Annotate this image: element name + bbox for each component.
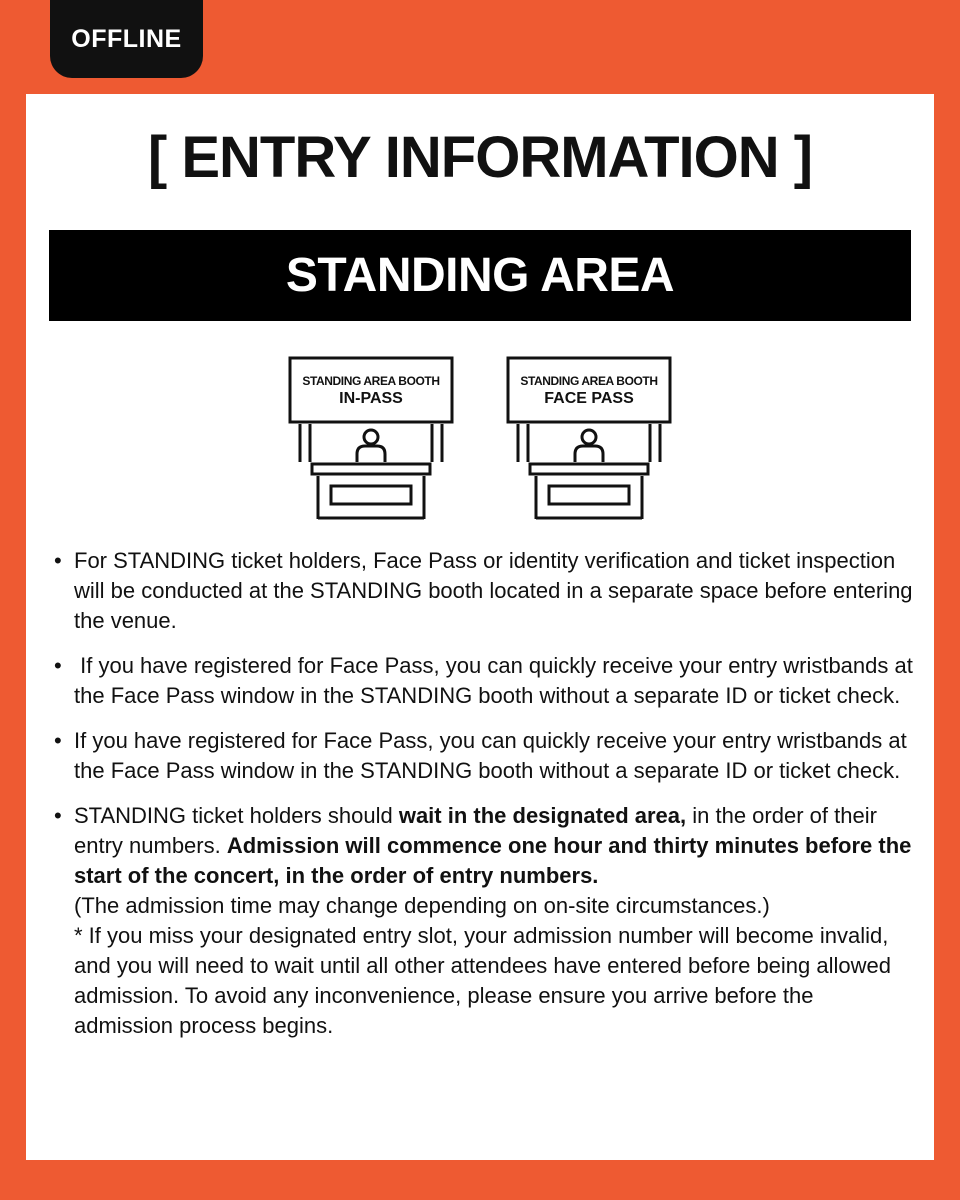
note-item [54,546,914,636]
booth-sign-title: STANDING AREA BOOTH [520,374,658,388]
note-item [54,651,919,711]
bullet: • [54,728,62,753]
note-emphasis: wait in the designated area, [398,803,687,828]
note-text: If you have registered for Face Pass, you can quickly receive your entry wristbands at the Face Pass window in the STANDING booth without a separate ID or ticket check. [74,653,919,708]
booth-in-pass [288,356,454,522]
note-paragraph: (The admission time may change depending on on-site circumstances.) [74,893,770,918]
note-text: For STANDING ticket holders, Face Pass or identity verification and ticket inspection will be conducted at the STANDING booth located in a separate space before entering the venue. [74,548,913,633]
booth-sign-label: IN-PASS [339,390,403,407]
booth-sign-title: STANDING AREA BOOTH [302,374,440,388]
offline-tab: OFFLINE [50,0,203,78]
page-title: [ ENTRY INFORMATION ] [147,125,813,190]
section-band-standing-area: STANDING AREA [49,230,911,321]
booth-face-pass [506,356,672,522]
note-paragraph: * If you miss your designated entry slot, your admission number will become invalid, and you will need to wait until all other attendees have entered before being allowed admission. To avoid any inconvenience, please ensure you arrive before the admission process begins. [74,923,891,1038]
note-text: If you have registered for Face Pass, you can quickly receive your entry wristbands at the Face Pass window in the STANDING booth without a separate ID or ticket check. [74,728,907,783]
note-text: in the order of their entry numbers. [74,803,877,858]
bullet: • [54,653,62,678]
note-text: STANDING ticket holders should [74,803,399,828]
booth-sign-label: FACE PASS [544,390,634,407]
note-emphasis: Admission will commence one hour and thirty minutes before the start of the concert, in the order of entry numbers. [74,833,912,888]
note-paragraph [74,801,914,891]
info-card [26,94,934,1160]
bullet: • [54,548,62,573]
note-item [54,801,914,1041]
note-item [54,726,914,786]
bullet: • [54,803,62,828]
entry-notes-list [54,546,919,1056]
